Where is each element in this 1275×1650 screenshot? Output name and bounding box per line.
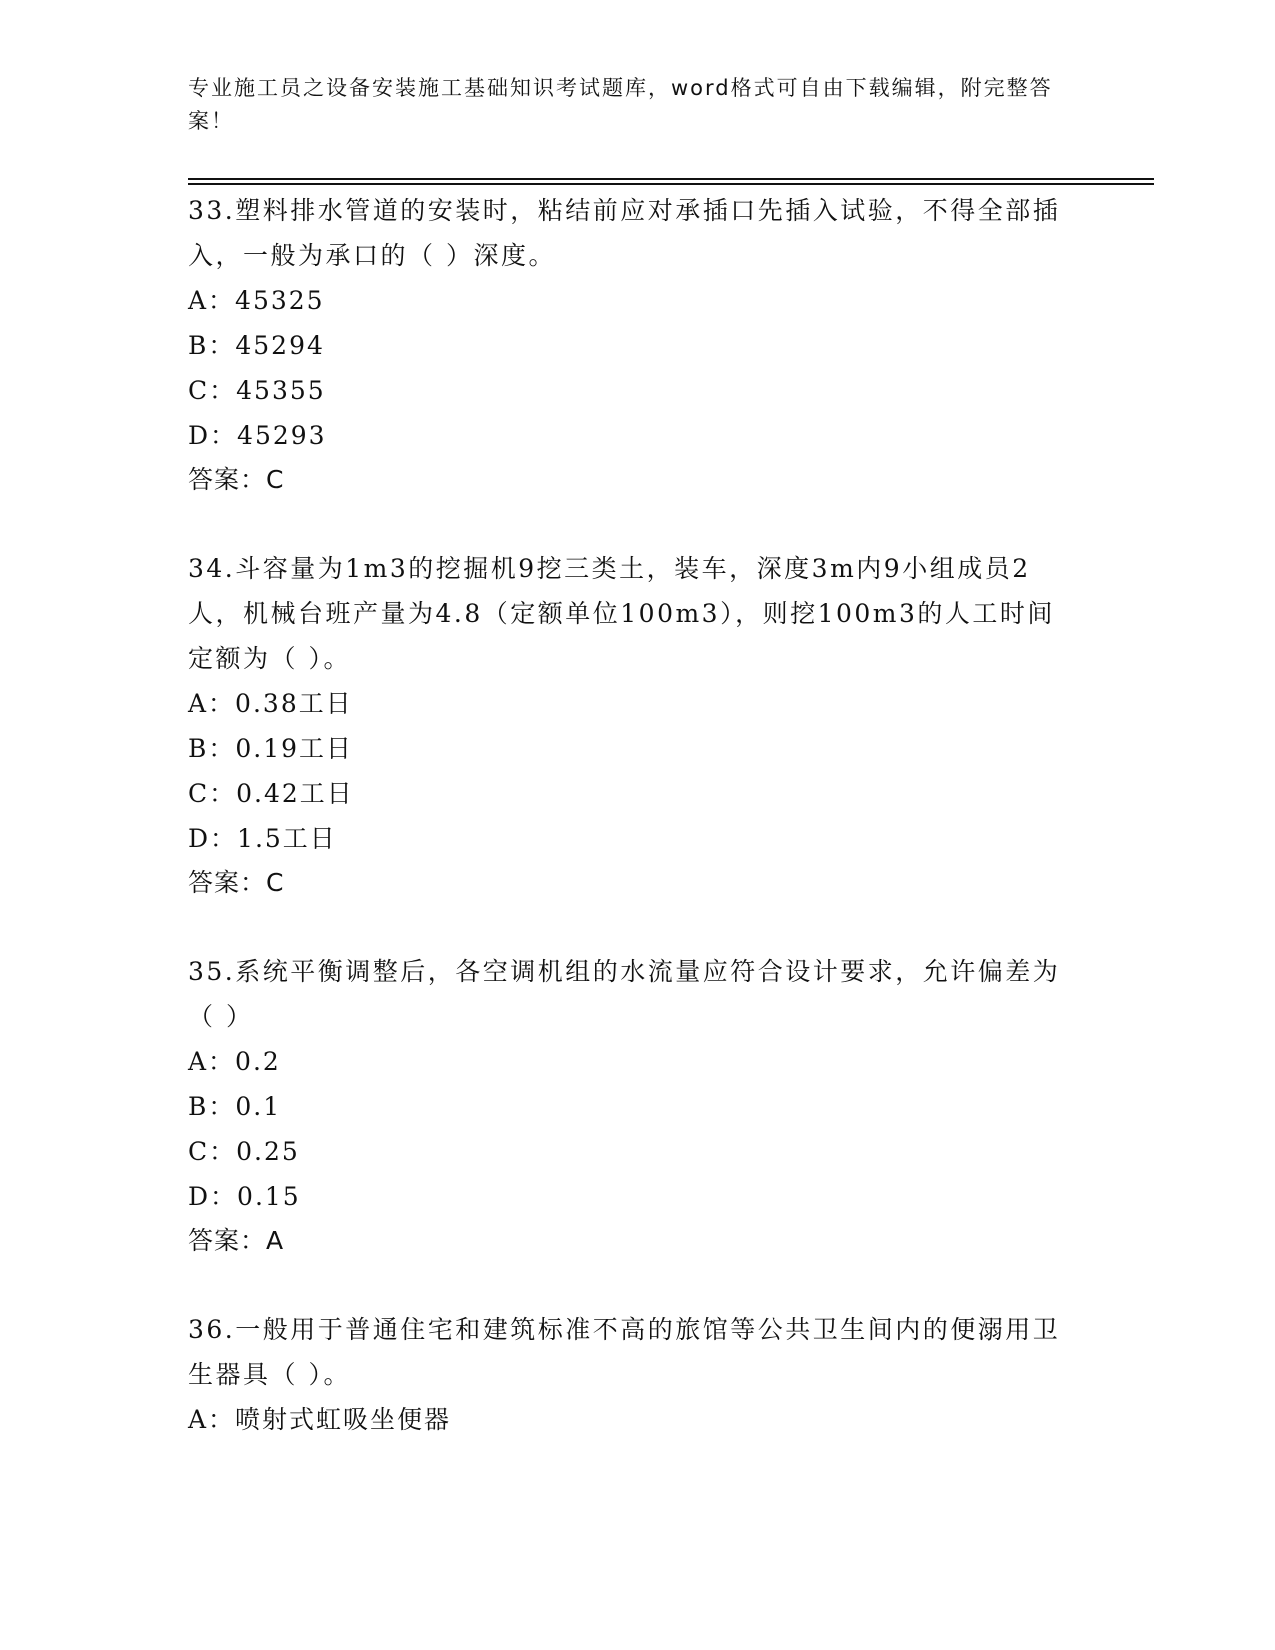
question-33 <box>188 188 1088 502</box>
question-stem: 35.系统平衡调整后，各空调机组的水流量应符合设计要求，允许偏差为（ ） <box>188 957 1061 1031</box>
question-34 <box>188 546 1088 905</box>
question-35 <box>188 949 1088 1263</box>
question-stem: 34.斗容量为1m3的挖掘机9挖三类土，装车，深度3m内9小组成员2人，机械台班产量为4.8（定额单位100m3），则挖100m3的人工时间定额为（ ）。 <box>188 554 1055 673</box>
question-36 <box>188 1307 1088 1442</box>
option-c: C：45355 <box>188 376 326 405</box>
option-d: D：45293 <box>188 421 327 450</box>
answer-line: 答案：C <box>188 868 285 897</box>
option-d: D：0.15 <box>188 1182 301 1211</box>
option-a: A：0.2 <box>188 1047 281 1076</box>
header-divider-bottom <box>188 183 1154 185</box>
question-stem: 36.一般用于普通住宅和建筑标准不高的旅馆等公共卫生间内的便溺用卫生器具（ ）。 <box>188 1315 1061 1389</box>
question-list <box>188 188 1088 1486</box>
option-d: D：1.5工日 <box>188 824 337 853</box>
option-a: A：0.38工日 <box>188 689 353 718</box>
option-b: B：45294 <box>188 331 325 360</box>
answer-line: 答案：C <box>188 465 285 494</box>
option-c: C：0.25 <box>188 1137 300 1166</box>
document-header: 专业施工员之设备安装施工基础知识考试题库，word格式可自由下载编辑，附完整答案！ <box>188 76 1053 133</box>
option-b: B：0.1 <box>188 1092 282 1121</box>
header-divider-top <box>188 178 1154 180</box>
option-a: A：喷射式虹吸坐便器 <box>188 1405 452 1434</box>
question-stem: 33.塑料排水管道的安装时，粘结前应对承插口先插入试验，不得全部插入，一般为承口的（ ）深度。 <box>188 196 1061 270</box>
option-c: C：0.42工日 <box>188 779 354 808</box>
answer-line: 答案：A <box>188 1226 285 1255</box>
option-a: A：45325 <box>188 286 325 315</box>
option-b: B：0.19工日 <box>188 734 354 763</box>
